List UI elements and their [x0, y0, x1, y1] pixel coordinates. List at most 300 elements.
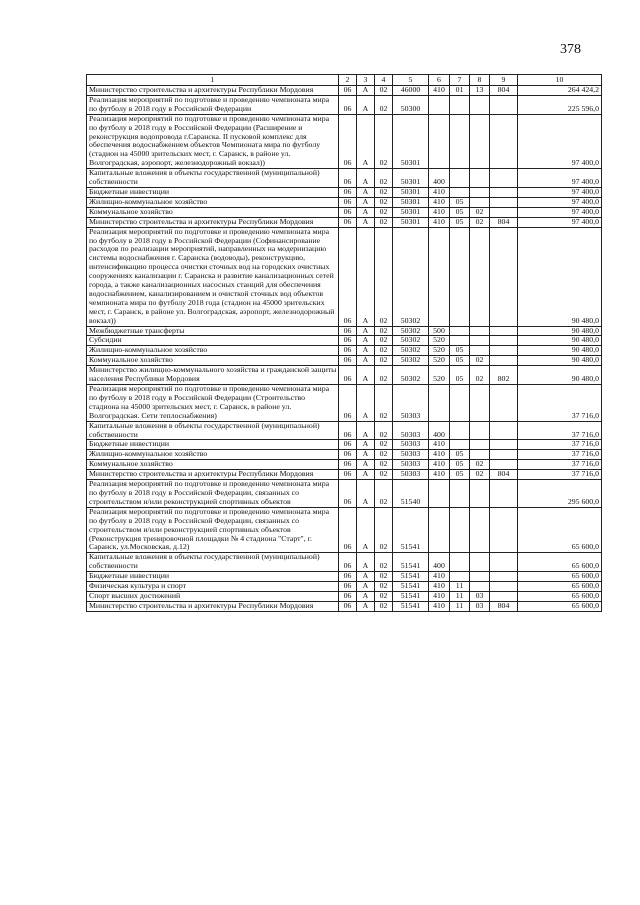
table-row — [87, 227, 602, 326]
row-code-c6: 410 — [429, 187, 450, 197]
row-description: Жилищно-коммунальное хозяйство — [87, 450, 339, 460]
row-code-c5: 50303 — [393, 460, 429, 470]
table-row — [87, 86, 602, 96]
row-code-c2: 06 — [339, 86, 357, 96]
row-code-c9 — [490, 385, 518, 422]
table-header-row — [87, 75, 602, 86]
row-code-c7 — [450, 440, 470, 450]
row-description: Реализация мероприятий по подготовке и проведению чемпионата мира по футболу в 2018 году в Российской Федерации, связанных со строительством и/или реконструкцией спортивных объектов — [87, 480, 339, 508]
row-amount: 225 596,0 — [518, 95, 602, 114]
row-code-c9 — [490, 356, 518, 366]
row-code-c5: 51541 — [393, 507, 429, 553]
row-code-c3: А — [357, 187, 375, 197]
row-code-c8: 13 — [470, 86, 490, 96]
row-code-c6: 410 — [429, 572, 450, 582]
row-description: Бюджетные инвестиции — [87, 440, 339, 450]
row-code-c4: 02 — [375, 460, 393, 470]
row-code-c7 — [450, 385, 470, 422]
row-code-c2: 06 — [339, 591, 357, 601]
row-code-c5: 51541 — [393, 601, 429, 611]
row-amount: 264 424,2 — [518, 86, 602, 96]
row-code-c7: 05 — [450, 450, 470, 460]
row-code-c4: 02 — [375, 421, 393, 440]
row-code-c6: 520 — [429, 336, 450, 346]
row-code-c8: 02 — [470, 460, 490, 470]
row-amount: 97 400,0 — [518, 187, 602, 197]
row-code-c2: 06 — [339, 197, 357, 207]
row-description: Реализация мероприятий по подготовке и проведению чемпионата мира по футболу в 2018 году в Российской Федерации (Расширение и реконструкция водопровода г.Саранска. II пусковой комплекс для обеспечения водоснабжением объектов Чемпионата мира по футболу (стадион на 45000 зрительских мест, г. Саранск, в районе ул. Волгоградская, аэропорт, железнодорожный вокзал)) — [87, 114, 339, 168]
row-code-c5: 46000 — [393, 86, 429, 96]
column-header: 10 — [518, 75, 602, 86]
row-code-c5: 50301 — [393, 169, 429, 188]
row-code-c2: 06 — [339, 470, 357, 480]
row-code-c3: А — [357, 582, 375, 592]
row-code-c7: 05 — [450, 366, 470, 385]
row-code-c4: 02 — [375, 217, 393, 227]
row-code-c3: А — [357, 366, 375, 385]
row-code-c6: 410 — [429, 591, 450, 601]
row-amount: 90 480,0 — [518, 346, 602, 356]
row-code-c7: 05 — [450, 460, 470, 470]
table-row — [87, 421, 602, 440]
row-code-c8 — [470, 227, 490, 326]
table-body — [87, 86, 602, 612]
row-code-c3: А — [357, 385, 375, 422]
row-code-c7: 05 — [450, 346, 470, 356]
row-code-c9: 804 — [490, 601, 518, 611]
table-row — [87, 326, 602, 336]
row-code-c4: 02 — [375, 187, 393, 197]
row-amount: 90 480,0 — [518, 366, 602, 385]
row-code-c9 — [490, 326, 518, 336]
row-code-c8 — [470, 197, 490, 207]
row-code-c2: 06 — [339, 385, 357, 422]
row-amount: 37 716,0 — [518, 440, 602, 450]
row-code-c8 — [470, 480, 490, 508]
table-row — [87, 601, 602, 611]
row-code-c2: 06 — [339, 582, 357, 592]
row-code-c3: А — [357, 217, 375, 227]
table-row — [87, 346, 602, 356]
row-code-c5: 50302 — [393, 356, 429, 366]
row-code-c3: А — [357, 480, 375, 508]
column-header: 1 — [87, 75, 339, 86]
row-code-c2: 06 — [339, 553, 357, 572]
page-number: 378 — [560, 42, 581, 57]
row-code-c3: А — [357, 197, 375, 207]
row-code-c5: 50303 — [393, 421, 429, 440]
row-code-c3: А — [357, 450, 375, 460]
row-code-c3: А — [357, 356, 375, 366]
row-code-c8 — [470, 553, 490, 572]
row-code-c8 — [470, 440, 490, 450]
row-code-c2: 06 — [339, 366, 357, 385]
row-code-c4: 02 — [375, 86, 393, 96]
row-code-c4: 02 — [375, 440, 393, 450]
row-code-c8 — [470, 421, 490, 440]
row-code-c7: 05 — [450, 197, 470, 207]
row-code-c8 — [470, 450, 490, 460]
row-description: Реализация мероприятий по подготовке и проведению чемпионата мира по футболу в 2018 году в Российской Федерации, связанных со строительством и/или реконструкцией спортивных объектов (Реконструкция тренировочной площадки № 4 стадиона "Старт", г. Саранск, ул.Московская, д.12) — [87, 507, 339, 553]
table-row — [87, 187, 602, 197]
row-amount: 97 400,0 — [518, 114, 602, 168]
row-amount: 37 716,0 — [518, 450, 602, 460]
row-code-c8 — [470, 326, 490, 336]
row-code-c9 — [490, 450, 518, 460]
row-description: Межбюджетные трансферты — [87, 326, 339, 336]
row-code-c7: 05 — [450, 217, 470, 227]
row-amount: 37 716,0 — [518, 470, 602, 480]
row-code-c4: 02 — [375, 601, 393, 611]
row-code-c3: А — [357, 169, 375, 188]
row-code-c9 — [490, 440, 518, 450]
row-code-c7 — [450, 187, 470, 197]
row-code-c8: 02 — [470, 366, 490, 385]
column-header: 9 — [490, 75, 518, 86]
row-code-c8 — [470, 582, 490, 592]
row-code-c2: 06 — [339, 95, 357, 114]
row-code-c6: 410 — [429, 582, 450, 592]
row-code-c7: 11 — [450, 591, 470, 601]
row-code-c5: 50302 — [393, 366, 429, 385]
row-code-c5: 50302 — [393, 346, 429, 356]
row-code-c6: 500 — [429, 326, 450, 336]
row-code-c7 — [450, 572, 470, 582]
row-amount: 37 716,0 — [518, 385, 602, 422]
table-row — [87, 114, 602, 168]
row-code-c3: А — [357, 460, 375, 470]
row-code-c7 — [450, 480, 470, 508]
row-code-c3: А — [357, 207, 375, 217]
row-code-c2: 06 — [339, 460, 357, 470]
row-code-c4: 02 — [375, 582, 393, 592]
row-amount: 65 600,0 — [518, 553, 602, 572]
row-code-c9 — [490, 169, 518, 188]
row-code-c4: 02 — [375, 553, 393, 572]
row-code-c2: 06 — [339, 326, 357, 336]
row-description: Коммунальное хозяйство — [87, 207, 339, 217]
table-row — [87, 480, 602, 508]
row-code-c4: 02 — [375, 114, 393, 168]
row-code-c6 — [429, 385, 450, 422]
row-code-c6: 410 — [429, 217, 450, 227]
row-code-c4: 02 — [375, 480, 393, 508]
table-row — [87, 450, 602, 460]
row-code-c4: 02 — [375, 507, 393, 553]
row-description: Министерство жилищно-коммунального хозяйства и гражданской защиты населения Республики Мордовия — [87, 366, 339, 385]
row-code-c3: А — [357, 326, 375, 336]
row-code-c8 — [470, 336, 490, 346]
row-code-c3: А — [357, 336, 375, 346]
column-header: 3 — [357, 75, 375, 86]
row-code-c8 — [470, 114, 490, 168]
row-code-c5: 50301 — [393, 207, 429, 217]
row-code-c6: 520 — [429, 356, 450, 366]
row-description: Министерство строительства и архитектуры Республики Мордовия — [87, 217, 339, 227]
row-code-c9 — [490, 553, 518, 572]
row-code-c6: 410 — [429, 197, 450, 207]
row-code-c7: 05 — [450, 356, 470, 366]
row-code-c5: 51541 — [393, 582, 429, 592]
table-row — [87, 385, 602, 422]
table-row — [87, 460, 602, 470]
table-row — [87, 572, 602, 582]
row-code-c2: 06 — [339, 450, 357, 460]
row-amount: 90 480,0 — [518, 356, 602, 366]
column-header: 8 — [470, 75, 490, 86]
row-code-c5: 51540 — [393, 480, 429, 508]
row-code-c9 — [490, 95, 518, 114]
table-row — [87, 207, 602, 217]
row-code-c3: А — [357, 114, 375, 168]
row-amount: 65 600,0 — [518, 591, 602, 601]
column-header: 5 — [393, 75, 429, 86]
row-code-c5: 50301 — [393, 197, 429, 207]
row-code-c4: 02 — [375, 95, 393, 114]
row-amount: 65 600,0 — [518, 572, 602, 582]
row-code-c7: 01 — [450, 86, 470, 96]
row-code-c6: 410 — [429, 207, 450, 217]
row-code-c3: А — [357, 507, 375, 553]
row-code-c4: 02 — [375, 207, 393, 217]
row-code-c6 — [429, 95, 450, 114]
row-code-c9 — [490, 346, 518, 356]
row-code-c5: 51541 — [393, 572, 429, 582]
table-row — [87, 356, 602, 366]
row-code-c5: 51541 — [393, 553, 429, 572]
row-description: Коммунальное хозяйство — [87, 356, 339, 366]
row-code-c9 — [490, 582, 518, 592]
row-code-c8 — [470, 95, 490, 114]
column-header: 4 — [375, 75, 393, 86]
row-code-c3: А — [357, 591, 375, 601]
row-code-c3: А — [357, 346, 375, 356]
row-code-c5: 50303 — [393, 450, 429, 460]
table-row — [87, 591, 602, 601]
row-amount: 37 716,0 — [518, 421, 602, 440]
row-code-c8: 03 — [470, 601, 490, 611]
row-code-c6: 410 — [429, 450, 450, 460]
row-description: Бюджетные инвестиции — [87, 572, 339, 582]
row-code-c9: 804 — [490, 470, 518, 480]
row-code-c7: 05 — [450, 470, 470, 480]
column-header: 7 — [450, 75, 470, 86]
row-code-c7 — [450, 95, 470, 114]
row-code-c9: 804 — [490, 86, 518, 96]
row-code-c8 — [470, 169, 490, 188]
budget-table — [86, 74, 602, 612]
row-code-c9 — [490, 572, 518, 582]
row-code-c2: 06 — [339, 169, 357, 188]
row-code-c9 — [490, 460, 518, 470]
row-description: Субсидии — [87, 336, 339, 346]
row-code-c2: 06 — [339, 346, 357, 356]
column-header: 2 — [339, 75, 357, 86]
row-code-c5: 50300 — [393, 95, 429, 114]
row-description: Жилищно-коммунальное хозяйство — [87, 197, 339, 207]
row-code-c4: 02 — [375, 356, 393, 366]
row-code-c5: 51541 — [393, 591, 429, 601]
row-description: Министерство строительства и архитектуры Республики Мордовия — [87, 86, 339, 96]
row-code-c9 — [490, 480, 518, 508]
row-code-c7 — [450, 553, 470, 572]
row-code-c5: 50301 — [393, 187, 429, 197]
row-code-c6: 410 — [429, 86, 450, 96]
row-code-c9 — [490, 197, 518, 207]
table-row — [87, 336, 602, 346]
table-row — [87, 553, 602, 572]
row-code-c9 — [490, 207, 518, 217]
row-code-c3: А — [357, 601, 375, 611]
row-code-c9 — [490, 227, 518, 326]
row-code-c7 — [450, 169, 470, 188]
row-code-c7 — [450, 227, 470, 326]
row-code-c2: 06 — [339, 572, 357, 582]
row-code-c4: 02 — [375, 326, 393, 336]
row-code-c5: 50301 — [393, 217, 429, 227]
row-code-c8: 03 — [470, 591, 490, 601]
row-code-c2: 06 — [339, 601, 357, 611]
row-code-c6: 400 — [429, 169, 450, 188]
row-amount: 65 600,0 — [518, 601, 602, 611]
row-code-c7 — [450, 421, 470, 440]
table-row — [87, 217, 602, 227]
row-code-c2: 06 — [339, 114, 357, 168]
row-code-c4: 02 — [375, 227, 393, 326]
row-description: Реализация мероприятий по подготовке и проведению чемпионата мира по футболу в 2018 году в Российской Федерации (Строительство стадиона на 45000 зрительских мест, г. Саранск, в районе ул. Волгоградская. Сети теплоснабжения) — [87, 385, 339, 422]
column-header: 6 — [429, 75, 450, 86]
row-code-c3: А — [357, 227, 375, 326]
row-code-c4: 02 — [375, 385, 393, 422]
row-code-c2: 06 — [339, 356, 357, 366]
table-row — [87, 440, 602, 450]
row-code-c9 — [490, 114, 518, 168]
row-code-c7: 05 — [450, 207, 470, 217]
row-code-c3: А — [357, 553, 375, 572]
row-amount: 97 400,0 — [518, 207, 602, 217]
row-code-c8: 02 — [470, 356, 490, 366]
row-description: Капитальные вложения в объекты государственной (муниципальной) собственности — [87, 169, 339, 188]
row-description: Физическая культура и спорт — [87, 582, 339, 592]
row-code-c9: 802 — [490, 366, 518, 385]
row-description: Реализация мероприятий по подготовке и проведению чемпионата мира по футболу в 2018 году в Российской Федерации (Софинансирование расходов по реализации мероприятий, направленных на модернизацию системы водоснабжения г. Саранска (водоводы), реконструкцию, интенсификацию процесса очистки сточных вод на городских очистных сооружениях канализации г. Саранска и развитие канализационных сетей города, а также канализационных насосных станций для обеспечения водоснабжением, канализированием и очисткой сточных вод объектов чемпионата мира по футболу 2018 года (стадион на 45000 зрительских мест, г. Саранск, в районе ул. Волгоградская, аэропорт, железнодорожный вокзал)) — [87, 227, 339, 326]
row-description: Коммунальное хозяйство — [87, 460, 339, 470]
row-amount: 90 480,0 — [518, 227, 602, 326]
row-code-c6: 410 — [429, 440, 450, 450]
row-code-c7 — [450, 114, 470, 168]
table-row — [87, 507, 602, 553]
row-description: Спорт высших достижений — [87, 591, 339, 601]
row-code-c7: 11 — [450, 582, 470, 592]
row-code-c2: 06 — [339, 227, 357, 326]
row-code-c4: 02 — [375, 366, 393, 385]
row-code-c6: 520 — [429, 366, 450, 385]
row-code-c6 — [429, 227, 450, 326]
row-code-c2: 06 — [339, 421, 357, 440]
row-code-c2: 06 — [339, 440, 357, 450]
row-code-c3: А — [357, 86, 375, 96]
row-code-c6 — [429, 114, 450, 168]
row-code-c6: 410 — [429, 601, 450, 611]
row-code-c9 — [490, 507, 518, 553]
row-code-c2: 06 — [339, 187, 357, 197]
row-code-c2: 06 — [339, 336, 357, 346]
row-code-c6: 520 — [429, 346, 450, 356]
row-amount: 97 400,0 — [518, 169, 602, 188]
row-code-c8: 02 — [470, 470, 490, 480]
row-description: Бюджетные инвестиции — [87, 187, 339, 197]
row-code-c5: 50303 — [393, 470, 429, 480]
row-code-c9 — [490, 187, 518, 197]
row-code-c3: А — [357, 470, 375, 480]
row-code-c5: 50303 — [393, 385, 429, 422]
row-code-c7: 11 — [450, 601, 470, 611]
row-code-c8: 02 — [470, 207, 490, 217]
row-code-c2: 06 — [339, 207, 357, 217]
row-code-c6 — [429, 507, 450, 553]
row-code-c4: 02 — [375, 197, 393, 207]
row-code-c4: 02 — [375, 591, 393, 601]
row-code-c8 — [470, 572, 490, 582]
row-code-c4: 02 — [375, 572, 393, 582]
row-amount: 37 716,0 — [518, 460, 602, 470]
table-row — [87, 582, 602, 592]
row-code-c7 — [450, 326, 470, 336]
row-code-c2: 06 — [339, 480, 357, 508]
row-code-c2: 06 — [339, 217, 357, 227]
row-code-c8: 02 — [470, 217, 490, 227]
row-code-c4: 02 — [375, 470, 393, 480]
row-description: Министерство строительства и архитектуры Республики Мордовия — [87, 470, 339, 480]
row-code-c8 — [470, 187, 490, 197]
row-code-c7 — [450, 336, 470, 346]
row-code-c2: 06 — [339, 507, 357, 553]
row-description: Министерство строительства и архитектуры Республики Мордовия — [87, 601, 339, 611]
table-row — [87, 366, 602, 385]
row-amount: 90 480,0 — [518, 336, 602, 346]
row-code-c9: 804 — [490, 217, 518, 227]
row-code-c6: 400 — [429, 553, 450, 572]
row-code-c8 — [470, 385, 490, 422]
row-description: Реализация мероприятий по подготовке и проведению чемпионата мира по футболу в 2018 году в Российской Федерации — [87, 95, 339, 114]
row-code-c5: 50301 — [393, 114, 429, 168]
row-code-c9 — [490, 591, 518, 601]
row-code-c6: 400 — [429, 421, 450, 440]
row-amount: 295 600,0 — [518, 480, 602, 508]
table-row — [87, 470, 602, 480]
row-code-c5: 50302 — [393, 336, 429, 346]
row-code-c4: 02 — [375, 450, 393, 460]
table-row — [87, 197, 602, 207]
row-amount: 97 400,0 — [518, 197, 602, 207]
row-code-c3: А — [357, 572, 375, 582]
row-amount: 65 600,0 — [518, 507, 602, 553]
row-amount: 65 600,0 — [518, 582, 602, 592]
row-code-c3: А — [357, 421, 375, 440]
row-code-c5: 50302 — [393, 227, 429, 326]
row-code-c9 — [490, 421, 518, 440]
row-description: Жилищно-коммунальное хозяйство — [87, 346, 339, 356]
row-code-c5: 50302 — [393, 326, 429, 336]
row-code-c6: 410 — [429, 460, 450, 470]
row-code-c4: 02 — [375, 169, 393, 188]
table-row — [87, 95, 602, 114]
row-description: Капитальные вложения в объекты государственной (муниципальной) собственности — [87, 553, 339, 572]
row-code-c6 — [429, 480, 450, 508]
row-code-c7 — [450, 507, 470, 553]
row-code-c9 — [490, 336, 518, 346]
row-code-c5: 50303 — [393, 440, 429, 450]
